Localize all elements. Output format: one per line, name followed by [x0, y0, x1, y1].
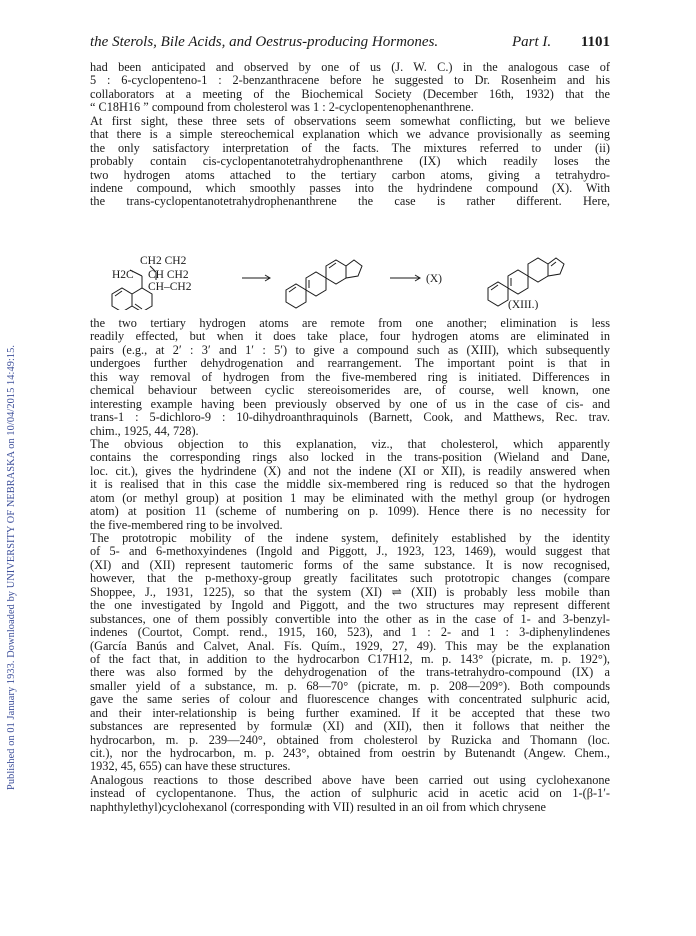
text-line: the one investigated by Ingold and Piggott, and the two structures may represent different [90, 599, 610, 613]
text-line: substances are represented by formulæ (XI) and (XII), then it follows that neither the [90, 720, 610, 734]
text-line: naphthylethyl)cyclohexanol (corresponding with VII) resulted in an oil from which chrysene [90, 800, 546, 814]
text-line: this way removal of hydrogen from the five-membered ring is initiated. Differences in [90, 370, 610, 384]
running-title: the Sterols, Bile Acids, and Oestrus-producing Hormones. [90, 34, 439, 50]
text-line: two hydrogen atoms attached to the tertiary carbon atoms, giving a tetrahydro- [90, 168, 610, 182]
text-line: the two tertiary hydrogen atoms are remote from one another; elimination is less [90, 317, 610, 330]
text-line: The prototropic mobility of the indene system, definitely established by the identity [90, 532, 610, 545]
text-line: of 5- and 6-methoxyindenes (Ingold and Piggott, J., 1923, 123, 1469), would suggest that [90, 545, 610, 559]
text-line: it is realised that in this case the middle six-membered ring is reduced so that the hydrogen [90, 478, 610, 492]
reaction-scheme-svg [90, 254, 610, 310]
text-line: had been anticipated and observed by one of us (J. W. C.) in the analogous case of [90, 61, 610, 74]
formula-bottom: CH–CH2 [148, 281, 192, 293]
body-text-main [90, 317, 610, 814]
text-line: undergoes further dehydrogenation and rearrangement. The important point is that in [90, 357, 610, 371]
text-line: (XI) and (XII) represent tautomeric forms of the same substance. It is now recognised, [90, 558, 610, 572]
text-line: smaller yield of a substance, m. p. 68—70° (picrate, m. p. 208—209°). Both compounds [90, 679, 610, 693]
text-line: collaborators at a meeting of the Biochemical Society (December 16th, 1932) that the [90, 87, 610, 101]
body-text-top [90, 61, 610, 209]
formula-left: H2C [112, 269, 134, 281]
text-line: hydrocarbon, m. p. 239—240°, obtained from cholesterol by Ruzicka and Thomann (loc. [90, 733, 610, 747]
formula-mid: CH CH2 [148, 269, 189, 281]
text-line: chemical behaviour between cyclic stereoisomerides are, of course, well known, one [90, 384, 610, 398]
text-line: loc. cit.), gives the hydrindene (X) and not the indene (XI or XII), is readily answered when [90, 464, 610, 478]
text-line: gave the same series of colour and fluorescence changes with concentrated sulphuric acid, [90, 693, 610, 707]
text-line: cit.), nor the hydrocarbon, m. p. 243°, obtained from oestrin by Butenandt (Angew. Chem., [90, 747, 610, 760]
text-line: Shoppee, J., 1931, 1225), so that the system (XI) ⇌ (XII) is probably less mobile than [90, 585, 610, 599]
text-line: indenes (Courtot, Compt. rend., 1915, 160, 523), and 1 : 2- and 1 : 3-diphenylindenes [90, 626, 610, 640]
text-line: of the fact that, in addition to the hydrocarbon C17H12, m. p. 143° (picrate, m. p. 192°), [90, 652, 610, 666]
text-line: chim., 1925, 44, 728). [90, 424, 199, 438]
text-line: (García Banús and Calvet, Anal. Fís. Quím., 1929, 27, 49). This may be the explanation [90, 639, 610, 653]
text-line: the only satisfactory interpretation of the facts. The mixtures referred to under (ii) [90, 141, 610, 155]
text-line: trans-1 : 5-dichloro-9 : 10-dihydroanthraquinols (Barnett, Cook, and Matthews, Rec. trav. [90, 411, 610, 425]
text-line: Analogous reactions to those described above have been carried out using cyclohexanone [90, 773, 610, 787]
text-line: 1932, 45, 655) can have these structures. [90, 760, 291, 774]
text-line: The obvious objection to this explanation, viz., that cholesterol, which apparently [90, 437, 610, 451]
formula-top: CH2 CH2 [140, 255, 187, 267]
running-header [90, 34, 610, 54]
text-line: atom (or methyl group) at position 1 may be eliminated with the methyl group (or hydrogen [90, 491, 610, 505]
text-line: contains the corresponding rings also locked in the trans-position (Wieland and Dane, [90, 451, 610, 465]
text-line: interesting example having been previously observed by one of us in the case of cis- and [90, 397, 610, 411]
text-line: readily effected, but when it does take place, four hydrogen atoms are eliminated in [90, 330, 610, 344]
text-line: substances, one of them possibly convertible into the other as in the case of 1- and 3-benzyl- [90, 612, 610, 626]
text-line: indene compound, which smoothly passes into the hydrindene compound (X). With [90, 181, 610, 195]
page-number: 1101 [580, 34, 610, 50]
publication-note-text: Published on 01 January 1933. Downloaded by UNIVERSITY OF NEBRASKA on 10/04/2015 14:49:15. [6, 344, 17, 790]
text-line: the five-membered ring to be involved. [90, 518, 283, 532]
part-label: Part I. [512, 34, 552, 50]
text-line: probably contain cis-cyclopentanotetrahydrophenanthrene (IX) which readily loses the [90, 155, 610, 169]
reaction-scheme-figure [90, 254, 610, 310]
text-line: however, that the p-methoxy-group greatly facilitates such prototropic changes (compare [90, 572, 610, 586]
text-line: instead of cyclopentanone. Thus, the action of sulphuric acid in acetic acid on 1-(β-1′- [90, 787, 610, 801]
compound-label: (XIII.) [508, 299, 539, 310]
text-line: “ C18H16 ” compound from cholesterol was 1 : 2-cyclopentenophenanthrene. [90, 101, 474, 115]
text-line: and their inter-relationship is being further examined. If it be accepted that these two [90, 706, 610, 720]
text-line: 5 : 6-cyclopenteno-1 : 2-benzanthracene before he suggested to Dr. Rosenheim and his [90, 74, 610, 88]
publication-side-note [6, 150, 20, 790]
phenanthrene-structure [286, 260, 362, 308]
text-line: pairs (e.g., at 2′ : 3′ and 1′ : 5′) to give a compound such as (XIII), which subsequently [90, 343, 610, 357]
text-line: there was also formed by the dehydrogenation of the trans-tetrahydro-compound (IX) a [90, 666, 610, 680]
text-line: atom) at position 11 (scheme of numbering on p. 1099). Hence there is no necessity for [90, 505, 610, 519]
product-label: (X) [426, 273, 442, 285]
text-line: the trans-cyclopentanotetrahydrophenanthrene the case is rather different. Here, [90, 195, 610, 209]
text-line: At first sight, these three sets of observations seem somewhat conflicting, but we believe [90, 114, 610, 128]
text-line: that there is a simple stereochemical explanation which we advance provisionally as seeming [90, 128, 610, 142]
